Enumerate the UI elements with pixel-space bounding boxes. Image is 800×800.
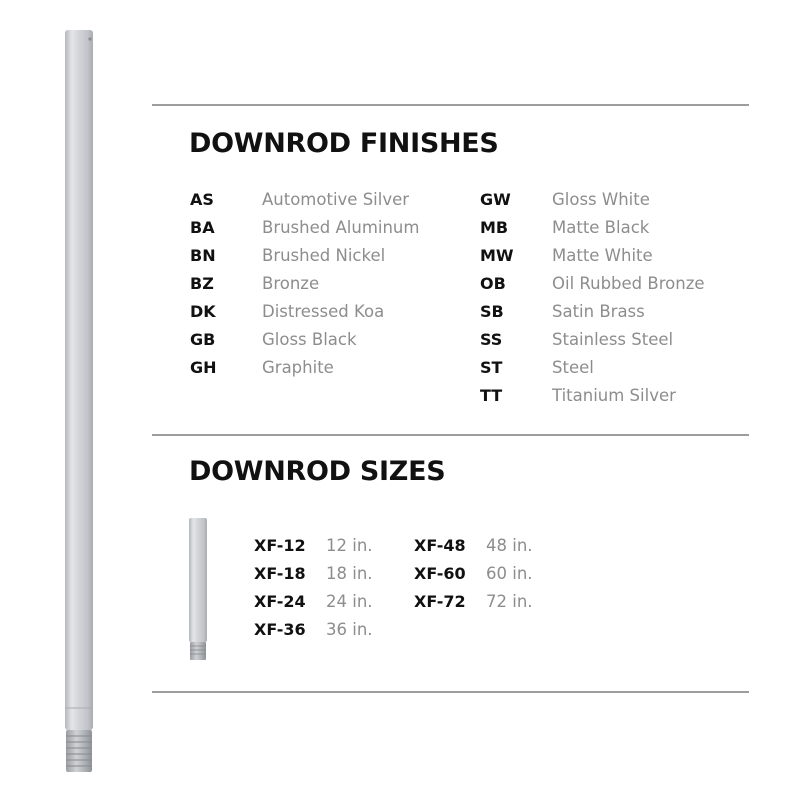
sizes-list-right [414,532,533,616]
list-item [254,532,373,560]
finish-code: ST [480,358,503,377]
size-code: XF-48 [414,536,466,555]
finish-code: GH [190,358,217,377]
finish-code: AS [190,190,214,209]
list-item [414,532,533,560]
finish-name: Satin Brass [552,302,645,321]
finish-code: GW [480,190,511,209]
list-item [414,560,533,588]
finish-name: Matte White [552,246,653,265]
divider-middle [152,434,749,436]
finish-name: Gloss Black [262,330,357,349]
size-code: XF-12 [254,536,306,555]
list-item [480,214,705,242]
finishes-list-left [190,186,419,382]
size-length: 72 in. [486,592,533,611]
list-item [190,270,419,298]
finish-code: SB [480,302,504,321]
finish-code: TT [480,386,503,405]
finish-code: OB [480,274,506,293]
finish-code: GB [190,330,216,349]
list-item [480,326,705,354]
list-item [414,588,533,616]
list-item [190,214,419,242]
size-code: XF-18 [254,564,306,583]
sizes-title: DOWNROD SIZES [189,456,446,487]
finish-name: Graphite [262,358,334,377]
downrod-image [64,30,94,772]
size-length: 18 in. [326,564,373,583]
list-item [190,242,419,270]
list-item [480,354,705,382]
finish-name: Matte Black [552,218,650,237]
list-item [254,616,373,644]
finish-name: Brushed Nickel [262,246,386,265]
list-item [480,382,705,410]
size-code: XF-72 [414,592,466,611]
size-length: 36 in. [326,620,373,639]
list-item [190,298,419,326]
finish-name: Brushed Aluminum [262,218,420,237]
divider-top [152,104,749,106]
finish-name: Gloss White [552,190,650,209]
finish-code: BZ [190,274,214,293]
finish-code: BN [190,246,216,265]
sizes-list-left [254,532,373,644]
list-item [190,326,419,354]
finish-code: SS [480,330,503,349]
finish-name: Automotive Silver [262,190,410,209]
finish-name: Stainless Steel [552,330,674,349]
list-item [254,588,373,616]
list-item [480,298,705,326]
downrod-thumbnail [188,518,208,660]
finish-name: Distressed Koa [262,302,385,321]
finish-code: DK [190,302,216,321]
finish-code: MB [480,218,509,237]
finish-code: BA [190,218,215,237]
size-length: 60 in. [486,564,533,583]
list-item [480,270,705,298]
finish-name: Bronze [262,274,320,293]
size-code: XF-36 [254,620,306,639]
size-length: 48 in. [486,536,533,555]
finish-name: Oil Rubbed Bronze [552,274,705,293]
size-length: 24 in. [326,592,373,611]
finish-name: Titanium Silver [552,386,676,405]
list-item [480,242,705,270]
size-length: 12 in. [326,536,373,555]
finishes-title: DOWNROD FINISHES [189,128,499,159]
list-item [480,186,705,214]
size-code: XF-24 [254,592,306,611]
finishes-list-right [480,186,705,410]
divider-bottom [152,691,749,693]
list-item [190,354,419,382]
size-code: XF-60 [414,564,466,583]
finish-code: MW [480,246,514,265]
finish-name: Steel [552,358,594,377]
list-item [190,186,419,214]
list-item [254,560,373,588]
